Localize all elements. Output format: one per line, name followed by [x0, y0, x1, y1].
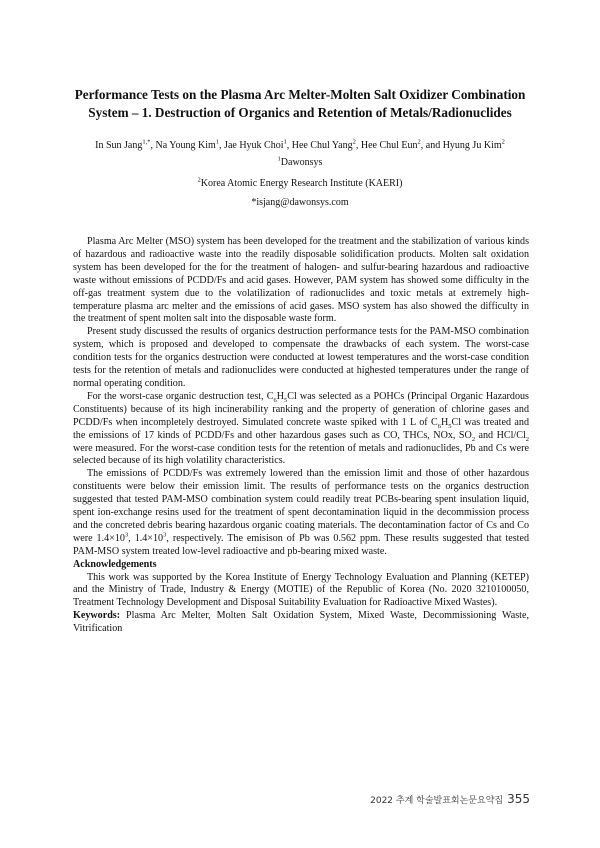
title-line-2: System – 1. Destruction of Organics and Retention of Metals/Radionuclides: [88, 105, 512, 120]
affiliation-2: $^2$Korea Atomic Energy Research Institute (KAERI): [197, 176, 403, 189]
author: Hee Chul Yang$^2$,: [291, 138, 361, 151]
acknowledgements-heading: Acknowledgements: [73, 558, 157, 570]
acknowledgements-text: This work was supported by the Korea Institute of Energy Technology Evaluation and Planning (KETEP) and the Ministry of Trade, Industry & Energy (MOTIE) of the Republic of Korea (No. 2020 3210100050, Treatment Technology Development and Disposal Suitability Evaluation for Radioactive Mixed Wastes).: [73, 571, 529, 609]
keywords-label: Keywords:: [73, 610, 121, 622]
title-line-1: Performance Tests on the Plasma Arc Melter-Molten Salt Oxidizer Combination: [74, 87, 526, 102]
page-number: 355: [507, 792, 530, 806]
paragraph-2: Present study discussed the results of organics destruction performance tests for the PAM-MSO combination system, which is proposed and developed to compensate the drawbacks of each system. The worst-case condition tests for the organics destruction were conducted at lowest temperatures and the worst-case condition tests for the retention of metals and radionuclides were conducted at highested temperatures under the range of normal operating condition.: [73, 326, 529, 389]
author: Na Young Kim$^1$,: [155, 138, 225, 151]
journal-name: 2022 추계 학술발표회논문요약집: [370, 796, 504, 806]
corresponding-email: *isjang@dawonsys.com: [251, 197, 349, 208]
keywords-text: Plasma Arc Melter, Molten Salt Oxidation System, Mixed Waste, Decommissioning Waste, Vitrification: [73, 610, 529, 635]
abstract-body: [73, 236, 529, 636]
author: In Sun Jang$^{1,*}$,: [95, 138, 156, 151]
author: Hyung Ju Kim$^2$: [442, 138, 505, 151]
paragraph-4: The emissions of PCDD/Fs was extremely lowered than the emission limit and those of other hazardous constituents were below their emission limit. The results of performance tests on the organics destruction suggested that tested PAM-MSO combination system could readily treat PCBs-bearing spent insulation liquid, spent ion-exchange resins used for the treatment of spent decontamination liquid in the decommission process and the concreted debris bearing hazardous organic coating materials. The decontamination factor of Cs and Co were $1.4\times 10^3$, $1.4\times 10^3$, respectively. The emisison of Pb was 0.562 ppm. These results suggested that tested PAM-MSO system treated low-level radioactive and pb-bearing mixed waste.: [73, 468, 529, 557]
paper-title: [60, 86, 540, 122]
affiliation-1: $^1$Dawonsys: [277, 155, 323, 168]
page-footer: [370, 792, 530, 806]
keywords: [73, 610, 529, 636]
author: Jae Hyuk Choi$^1$,: [224, 138, 292, 151]
author-list: [40, 139, 560, 152]
author: Hee Chul Eun$^2$, and: [360, 138, 443, 151]
paragraph-3: For the worst-case organic destruction test, $C_6H_5Cl$ was selected as a POHCs (Principal Organic Hazardous Constituents) because of its high incinerability ranking and the property of generation of chlorine gases and PCDD/Fs when incompletely destroyed. Simulated concrete waste spiked with 1 L of $C_6H_5Cl$ was treated and the emissions of 17 kinds of PCDD/Fs and other hazardous gases such as CO, THCs, NOx, $SO_2$ and HCl/$Cl_2$ were measured. For the worst-case condition tests for the retention of metals and radionuclides, Pb and Cs were selected because of its high volatility characteristics.: [73, 390, 529, 467]
paragraph-1: Plasma Arc Melter (MSO) system has been developed for the treatment and the stabilization of various kinds of hazardous and radioactive waste into the readily disposable solidification products. Molten salt oxidation system has been developed for the for the treatment of halogen- and sulfur-bearing hazardous and radioactive waste without emissions of PCDD/Fs and acid gases. However, PAM system has showed some difficulty in the off-gas treatment system due to the volatilization of radionuclides and toxic metals at extremely high-temperature plasma arc melter and the emissions of acid gases. MSO system has also showed the difficulty in the treatment of spent molten salt into the disposable waste form.: [73, 236, 529, 325]
